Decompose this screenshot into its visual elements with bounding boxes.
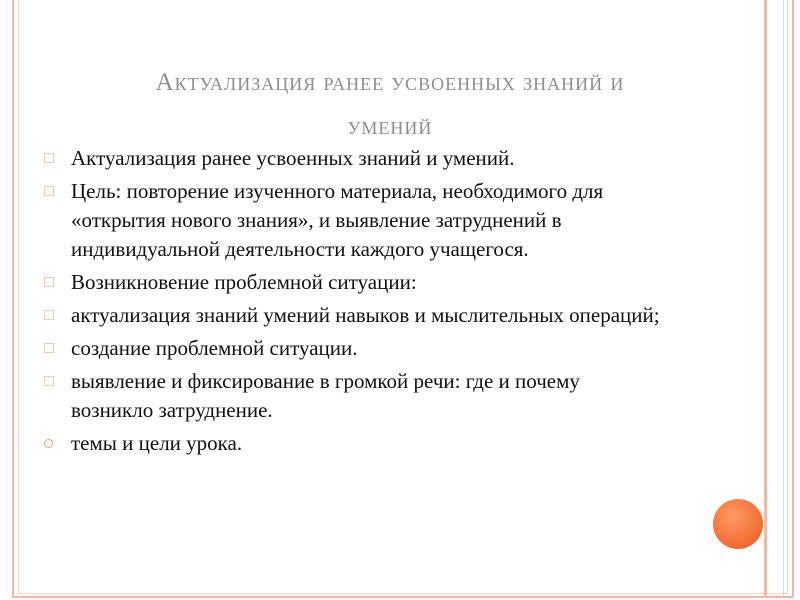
list-item-text: создание проблемной ситуации. xyxy=(71,336,358,360)
square-bullet-icon xyxy=(44,277,54,287)
list-item-text: выявление и фиксирование в громкой речи: где и почему возникло затруднение. xyxy=(71,369,580,422)
list-item xyxy=(42,301,662,330)
list-item-text: Цель: повторение изученного материала, необходимого для «открытия нового знания», и выявление затруднений в индивидуальной деятельности каждого учащегося. xyxy=(71,179,604,261)
square-bullet-icon xyxy=(44,376,54,386)
list-item xyxy=(42,144,662,173)
bullet-list xyxy=(42,144,662,462)
slide-title-line-1: Актуализация ранее усвоенных знаний и xyxy=(155,68,625,96)
list-item xyxy=(42,268,662,297)
square-bullet-icon xyxy=(44,153,54,163)
slide-right-band xyxy=(764,0,784,596)
square-bullet-icon xyxy=(44,343,54,353)
square-bullet-icon xyxy=(44,310,54,320)
list-item-text: Возникновение проблемной ситуации: xyxy=(71,270,417,294)
list-item xyxy=(42,334,662,363)
list-item-text: актуализация знаний умений навыков и мыслительных операций; xyxy=(71,303,660,327)
circle-bullet-icon xyxy=(44,439,53,448)
slide-title-line-2: умений xyxy=(347,112,433,140)
list-item xyxy=(42,177,662,264)
square-bullet-icon xyxy=(44,186,54,196)
list-item xyxy=(42,367,662,425)
orange-circle-icon xyxy=(713,499,763,549)
slide-title xyxy=(40,61,740,149)
list-item-text: темы и цели урока. xyxy=(71,431,243,455)
list-item xyxy=(42,429,662,458)
list-item-text: Актуализация ранее усвоенных знаний и умений. xyxy=(71,146,515,170)
